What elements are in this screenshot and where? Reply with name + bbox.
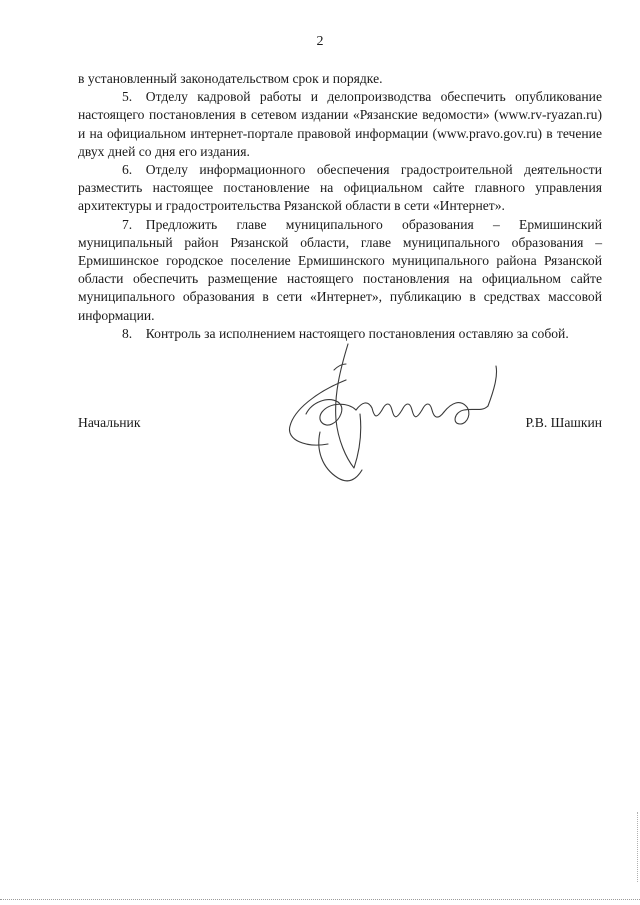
signature-row — [78, 415, 602, 435]
signer-title: Начальник — [78, 415, 141, 430]
paragraph-item-8: 8. Контроль за исполнением настоящего постановления оставляю за собой. — [122, 325, 569, 341]
document-body — [78, 70, 602, 343]
signer-name: Р.В. Шашкин — [525, 415, 602, 430]
paragraph-continuation: в установленный законодательством срок и порядке. — [78, 71, 383, 86]
scan-edge-artifact — [634, 812, 638, 882]
scan-bottom-edge — [0, 899, 640, 900]
page-number: 2 — [316, 34, 324, 49]
paragraph-item-5: 5. Отделу кадровой работы и делопроизводства обеспечить опубликование настоящего постановления в сетевом издании «Рязанские ведомости» (www.rv-ryazan.ru) и на официальном интернет-портале правовой информации (www.pravo.gov.ru) в течение двух дней со дня его издания. — [78, 89, 602, 159]
paragraph-item-7: 7. Предложить главе муниципального образования – Ермишинский муниципальный район Рязанской области, главе муниципального образования – Ермишинское городское поселение Ермишинского муниципального района Рязанской области обеспечить размещение настоящего постановления на официальном сайте муниципального образования в сети «Интернет», публикацию в средствах массовой информации. — [78, 216, 602, 323]
paragraph-item-6: 6. Отделу информационного обеспечения градостроительной деятельности разместить настоящее постановление на официальном сайте главного управления архитектуры и градостроительства Рязанской области в сети «Интернет». — [78, 162, 602, 214]
